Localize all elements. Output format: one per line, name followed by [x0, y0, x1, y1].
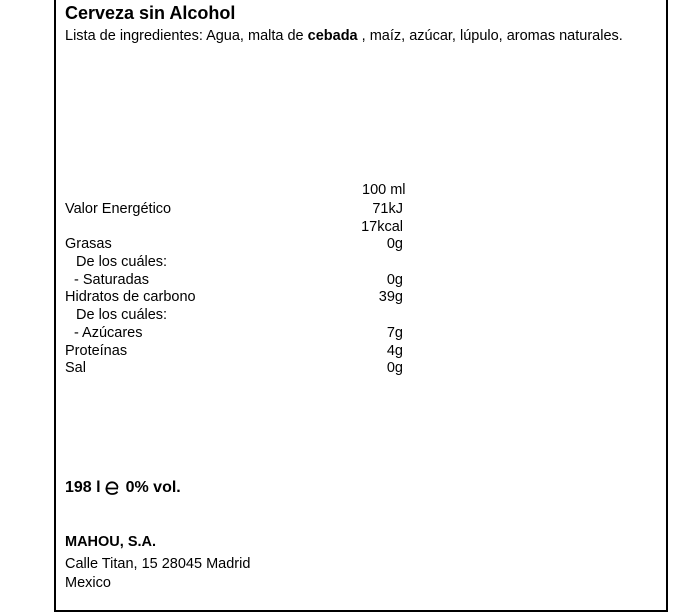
- nutrition-label-salt: Sal: [65, 360, 86, 376]
- ingredients-allergen: cebada: [307, 28, 358, 44]
- company-address: [65, 555, 250, 593]
- nutrition-label-fat: Grasas: [65, 236, 112, 252]
- nutrition-value-saturated: 0g: [386, 272, 403, 288]
- nutrition-label-saturated: - Saturadas: [74, 272, 149, 288]
- ingredients-list: [65, 27, 625, 46]
- nutrition-label-sugars: - Azúcares: [74, 325, 143, 341]
- nutrition-value-sugars: 7g: [386, 325, 403, 341]
- nutrition-value-energy-kj: 71kJ: [372, 201, 403, 217]
- nutrition-value-fat: 0g: [386, 236, 403, 252]
- nutrition-value-protein: 4g: [386, 343, 403, 359]
- address-line-2: Mexico: [65, 575, 111, 591]
- volume-quantity: 198 l: [65, 479, 101, 496]
- e-mark-icon: [104, 480, 120, 496]
- nutrition-label-carbs: Hidratos de carbono: [65, 289, 196, 305]
- ingredients-prefix: Lista de ingredientes: Agua, malta de: [65, 28, 304, 44]
- address-line-1: Calle Titan, 15 28045 Madrid: [65, 556, 251, 572]
- ingredients-suffix: , maíz, azúcar, lúpulo, aromas naturales.: [361, 28, 623, 44]
- nutrition-value-carbs: 39g: [378, 289, 403, 305]
- nutrition-label-energy: Valor Energético: [65, 201, 172, 217]
- product-title: Cerveza sin Alcohol: [65, 3, 236, 23]
- nutrition-value-energy-kcal: 17kcal: [361, 219, 403, 235]
- nutrition-label-of-which-1: De los cuáles:: [76, 254, 168, 270]
- net-volume: [65, 479, 181, 497]
- company-name: MAHOU, S.A.: [65, 534, 157, 550]
- alcohol-content: 0% vol.: [125, 479, 181, 496]
- nutrition-per-label: 100 ml: [362, 182, 406, 198]
- nutrition-label-protein: Proteínas: [65, 343, 128, 359]
- nutrition-label-of-which-2: De los cuáles:: [76, 307, 168, 323]
- nutrition-value-salt: 0g: [386, 360, 403, 376]
